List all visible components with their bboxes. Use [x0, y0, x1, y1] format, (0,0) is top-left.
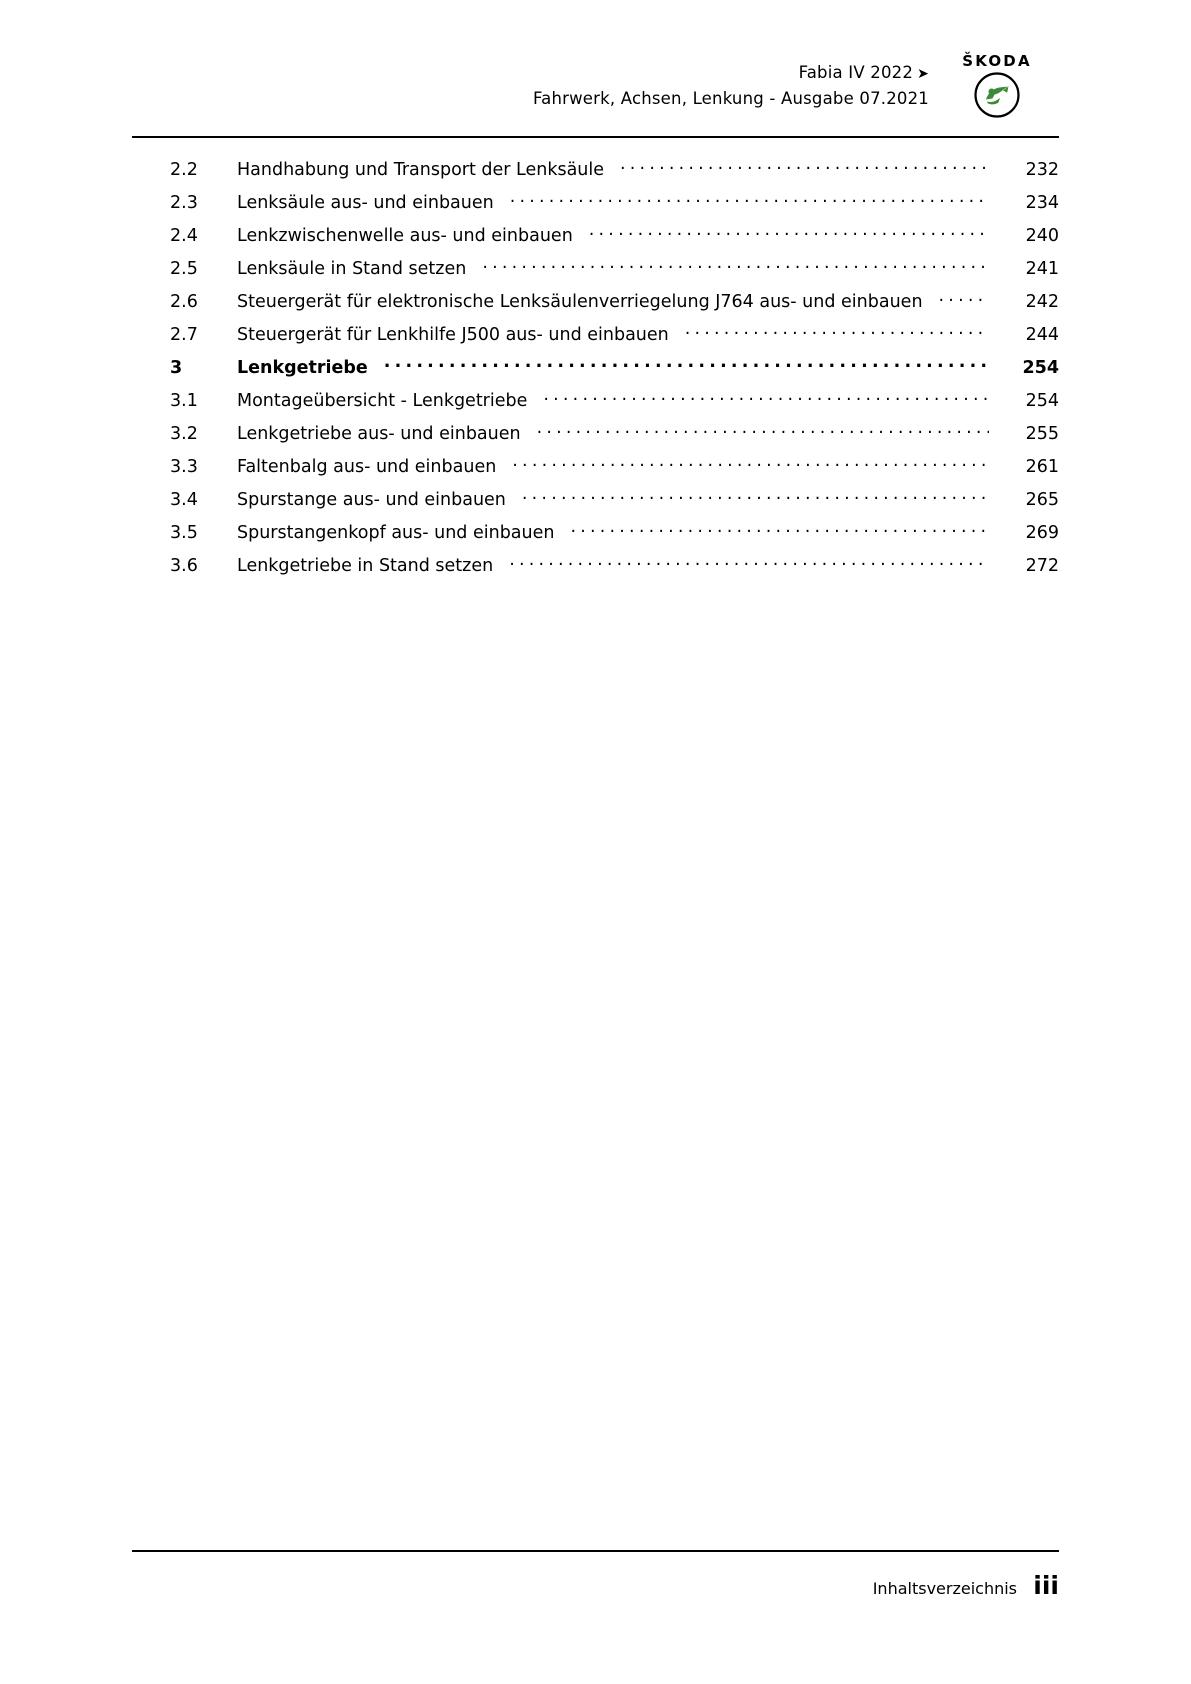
header-divider — [132, 136, 1059, 138]
toc-leader-dots — [384, 356, 989, 374]
toc-leader-dots — [543, 389, 989, 407]
toc-entry[interactable] — [132, 548, 1059, 581]
toc-entry-title: Lenksäule in Stand setzen — [237, 259, 467, 279]
toc-entry-title: Lenksäule aus- und einbauen — [237, 193, 494, 213]
toc-entry-page: 261 — [1025, 457, 1059, 477]
toc-leader-dots — [570, 521, 989, 539]
toc-entry-number: 2.2 — [170, 160, 198, 180]
toc-entry-page: 265 — [1025, 490, 1059, 510]
toc-leader-dots — [509, 554, 989, 572]
toc-entry-number: 2.7 — [170, 325, 198, 345]
toc-entry-chapter[interactable] — [132, 350, 1059, 383]
toc-entry[interactable] — [132, 515, 1059, 548]
toc-leader-dots — [620, 158, 989, 176]
toc-leader-dots — [512, 455, 989, 473]
footer-divider — [132, 1550, 1059, 1552]
toc-entry[interactable] — [132, 317, 1059, 350]
toc-entry-page: 234 — [1025, 193, 1059, 213]
toc-leader-dots — [939, 290, 989, 308]
toc-entry-title: Faltenbalg aus- und einbauen — [237, 457, 497, 477]
brand-wordmark: ŠKODA — [962, 52, 1032, 70]
toc-leader-dots — [589, 224, 989, 242]
toc-leader-dots — [537, 422, 989, 440]
toc-entry[interactable] — [132, 218, 1059, 251]
toc-entry-number: 3.3 — [170, 457, 198, 477]
toc-entry-page: 244 — [1025, 325, 1059, 345]
toc-entry-number: 3.4 — [170, 490, 198, 510]
footer-page-number: iii — [1033, 1571, 1059, 1600]
toc-entry[interactable] — [132, 284, 1059, 317]
toc-entry-title: Spurstange aus- und einbauen — [237, 490, 506, 510]
toc-entry[interactable] — [132, 416, 1059, 449]
header-title-block — [533, 60, 929, 111]
toc-entry[interactable] — [132, 383, 1059, 416]
brand-logo — [935, 52, 1059, 118]
toc-entry-title: Steuergerät für Lenkhilfe J500 aus- und einbauen — [237, 325, 669, 345]
toc-entry-page: 242 — [1025, 292, 1059, 312]
skoda-winged-arrow-logo-icon — [974, 72, 1020, 118]
toc-leader-dots — [482, 257, 989, 275]
header-model-line — [533, 60, 929, 86]
toc-entry-number: 2.6 — [170, 292, 198, 312]
toc-entry-page: 254 — [1025, 391, 1059, 411]
toc-entry[interactable] — [132, 482, 1059, 515]
toc-leader-dots — [685, 323, 989, 341]
toc-entry-page: 240 — [1025, 226, 1059, 246]
toc-entry-title: Steuergerät für elektronische Lenksäulenverriegelung J764 aus- und einbauen — [237, 292, 923, 312]
toc-entry-page: 241 — [1025, 259, 1059, 279]
toc-entry-title: Montageübersicht - Lenkgetriebe — [237, 391, 528, 411]
toc-entry-number: 3.1 — [170, 391, 198, 411]
toc-entry[interactable] — [132, 152, 1059, 185]
table-of-contents — [132, 152, 1059, 581]
toc-entry-page: 232 — [1025, 160, 1059, 180]
toc-entry-title: Lenkgetriebe aus- und einbauen — [237, 424, 521, 444]
toc-entry-number: 2.3 — [170, 193, 198, 213]
toc-entry-number: 2.4 — [170, 226, 198, 246]
page-header — [132, 52, 1059, 140]
toc-entry-title: Handhabung und Transport der Lenksäule — [237, 160, 605, 180]
toc-entry-title: Lenkzwischenwelle aus- und einbauen — [237, 226, 573, 246]
page-footer — [873, 1571, 1059, 1600]
toc-leader-dots — [522, 488, 989, 506]
toc-entry-page: 269 — [1025, 523, 1059, 543]
toc-entry[interactable] — [132, 185, 1059, 218]
toc-entry-number: 3.5 — [170, 523, 198, 543]
footer-section-label: Inhaltsverzeichnis — [872, 1579, 1017, 1598]
header-arrow-icon: ➤ — [917, 66, 929, 82]
toc-entry[interactable] — [132, 251, 1059, 284]
header-model-text: Fabia IV 2022 — [798, 63, 914, 82]
toc-entry-number: 3 — [170, 358, 183, 378]
toc-entry-number: 3.6 — [170, 556, 198, 576]
toc-leader-dots — [510, 191, 989, 209]
header-subject-line: Fahrwerk, Achsen, Lenkung - Ausgabe 07.2021 — [532, 88, 929, 108]
toc-entry-page: 254 — [1022, 358, 1059, 378]
toc-entry-page: 255 — [1025, 424, 1059, 444]
toc-entry[interactable] — [132, 449, 1059, 482]
toc-entry-number: 2.5 — [170, 259, 198, 279]
toc-entry-title: Spurstangenkopf aus- und einbauen — [237, 523, 555, 543]
toc-entry-page: 272 — [1025, 556, 1059, 576]
toc-entry-number: 3.2 — [170, 424, 198, 444]
toc-entry-title: Lenkgetriebe in Stand setzen — [237, 556, 494, 576]
toc-entry-title: Lenkgetriebe — [237, 358, 368, 378]
